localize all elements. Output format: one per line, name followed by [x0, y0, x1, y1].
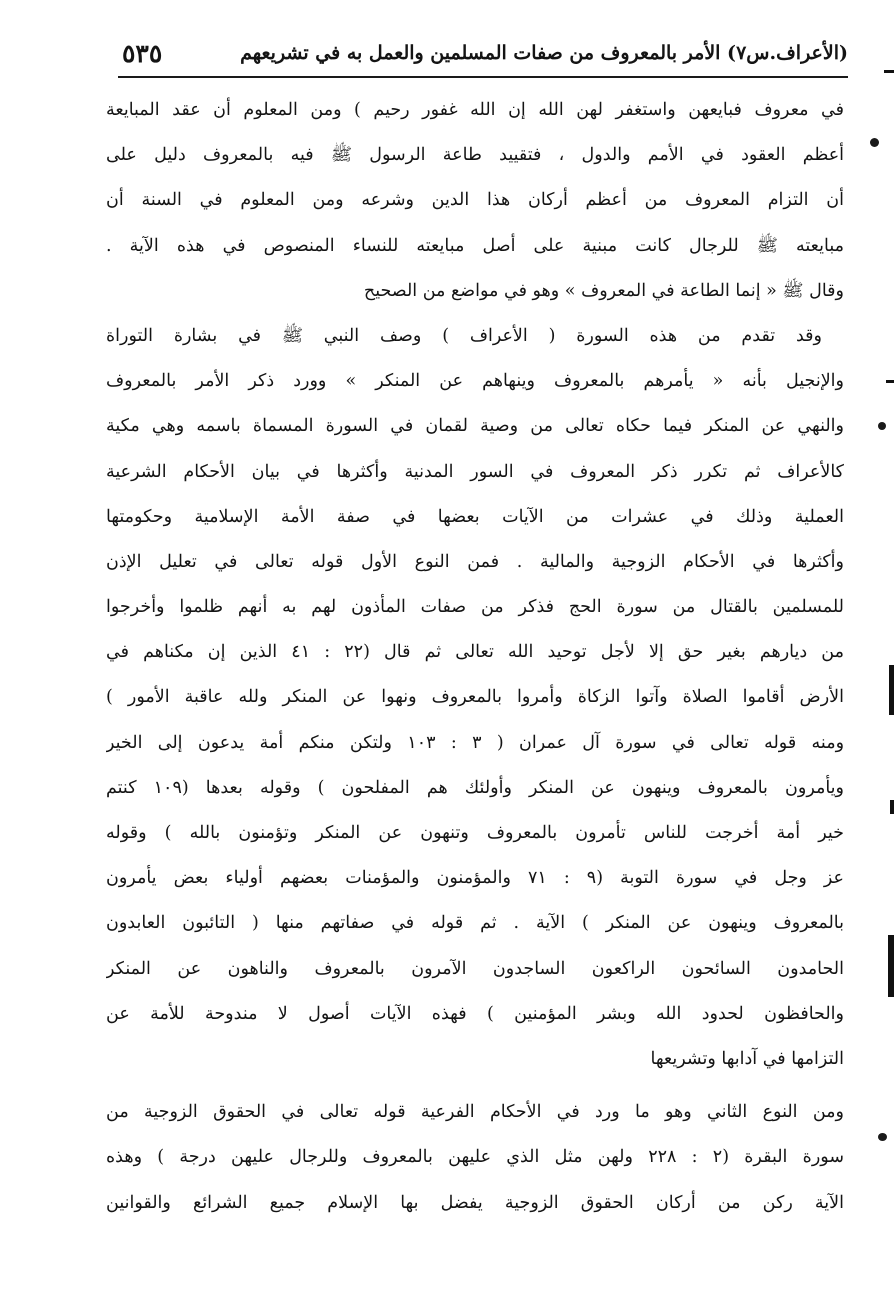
- scan-edge-mark: [886, 380, 894, 383]
- scan-edge-mark: [889, 665, 894, 715]
- text-line: للمسلمين بالقتال من سورة الحج فذكر من صفات المأذون لهم به أنهم ظلموا وأخرجوا: [106, 597, 844, 618]
- text-line: سورة البقرة (٢ : ٢٢٨ ولهن مثل الذي عليهن بالمعروف وللرجال عليهن درجة ) وهذه: [106, 1147, 844, 1168]
- text-line: وقد تقدم من هذه السورة ( الأعراف ) وصف النبي ﷺ في بشارة التوراة: [106, 325, 822, 346]
- text-line: ويأمرون بالمعروف وينهون عن المنكر وأولئك هم المفلحون ) وقوله بعدها (١٠٩ كنتم: [106, 777, 844, 798]
- text-line: ومنه قوله تعالى في سورة آل عمران ( ٣ : ١٠٣ ولتكن منكم أمة يدعون إلى الخير: [106, 732, 844, 753]
- scan-edge-mark: [890, 800, 894, 814]
- text-line: الحامدون السائحون الراكعون الساجدون الآمرون بالمعروف والناهون عن المنكر: [106, 958, 844, 979]
- scan-edge-mark: [888, 935, 894, 997]
- page-body-text: [106, 88, 844, 1226]
- header-title: (الأعراف.س٧) الأمر بالمعروف من صفات المسلمين والعمل به في تشريعهم: [240, 42, 848, 64]
- text-line: بالمعروف وينهون عن المنكر ) الآية . ثم قوله في صفاتهم منها ( التائبون العابدون: [106, 913, 844, 934]
- scan-speck: [878, 1133, 887, 1141]
- text-line: أعظم العقود في الأمم والدول ، فتقييد طاعة الرسول ﷺ فيه بالمعروف دليل على: [106, 145, 844, 166]
- text-line: عز وجل في سورة التوبة (٩ : ٧١ والمؤمنون والمؤمنات بعضهم أولياء بعض يأمرون: [106, 868, 844, 889]
- text-line: وقال ﷺ « إنما الطاعة في المعروف » وهو في مواضع من الصحيح: [363, 280, 844, 301]
- text-line: في معروف فبايعهن واستغفر لهن الله إن الله غفور رحيم ) ومن المعلوم أن عقد المبايعة: [106, 100, 844, 120]
- page-number: ٥٣٥: [122, 38, 163, 68]
- text-line: أن التزام المعروف من أعظم أركان هذا الدين وشرعه ومن المعلوم في السنة أن: [106, 190, 844, 211]
- text-line: مبايعته ﷺ للرجال كانت مبنية على أصل مبايعته للنساء المنصوص في هذه الآية .: [106, 235, 844, 256]
- text-line: وأكثرها في الأحكام الزوجية والمالية . فمن النوع الأول قوله تعالى في تعليل الإذن: [106, 551, 844, 572]
- text-line: والنهي عن المنكر فيما حكاه تعالى من وصية لقمان في السورة المسماة باسمه وهي مكية: [106, 416, 844, 437]
- text-line: التزامها في آدابها وتشريعها: [650, 1048, 844, 1069]
- scan-speck: [870, 138, 879, 147]
- text-line: ومن النوع الثاني وهو ما ورد في الأحكام الفرعية قوله تعالى في الحقوق الزوجية من: [106, 1102, 844, 1123]
- text-line: كالأعراف ثم تكرر ذكر المعروف في السور المدنية وأكثرها في بيان الأحكام الشرعية: [106, 461, 844, 482]
- text-line: خير أمة أخرجت للناس تأمرون بالمعروف وتنهون عن المنكر وتؤمنون بالله ) وقوله: [106, 823, 844, 843]
- text-line: والإنجيل بأنه « يأمرهم بالمعروف وينهاهم عن المنكر » وورد ذكر الأمر بالمعروف: [106, 371, 844, 392]
- text-line: الأرض أقاموا الصلاة وآتوا الزكاة وأمروا بالمعروف ونهوا عن المنكر ولله عاقبة الأمور ): [106, 687, 844, 708]
- scan-speck: [878, 422, 886, 430]
- text-line: من ديارهم بغير حق إلا لأجل توحيد الله تعالى ثم قال (٢٢ : ٤١ الذين إن مكناهم في: [106, 642, 844, 663]
- scan-edge-mark: [884, 70, 894, 73]
- running-header: [118, 30, 848, 78]
- text-line: الآية ركن من أركان الحقوق الزوجية يفضل بها الإسلام جميع الشرائع والقوانين: [106, 1192, 844, 1213]
- text-line: والحافظون لحدود الله وبشر المؤمنين ) فهذه الآيات أصول لا مندوحة للأمة عن: [106, 1003, 844, 1024]
- text-line: العملية وذلك في عشرات من الآيات بعضها في صفة الأمة الإسلامية وحكومتها: [106, 506, 844, 527]
